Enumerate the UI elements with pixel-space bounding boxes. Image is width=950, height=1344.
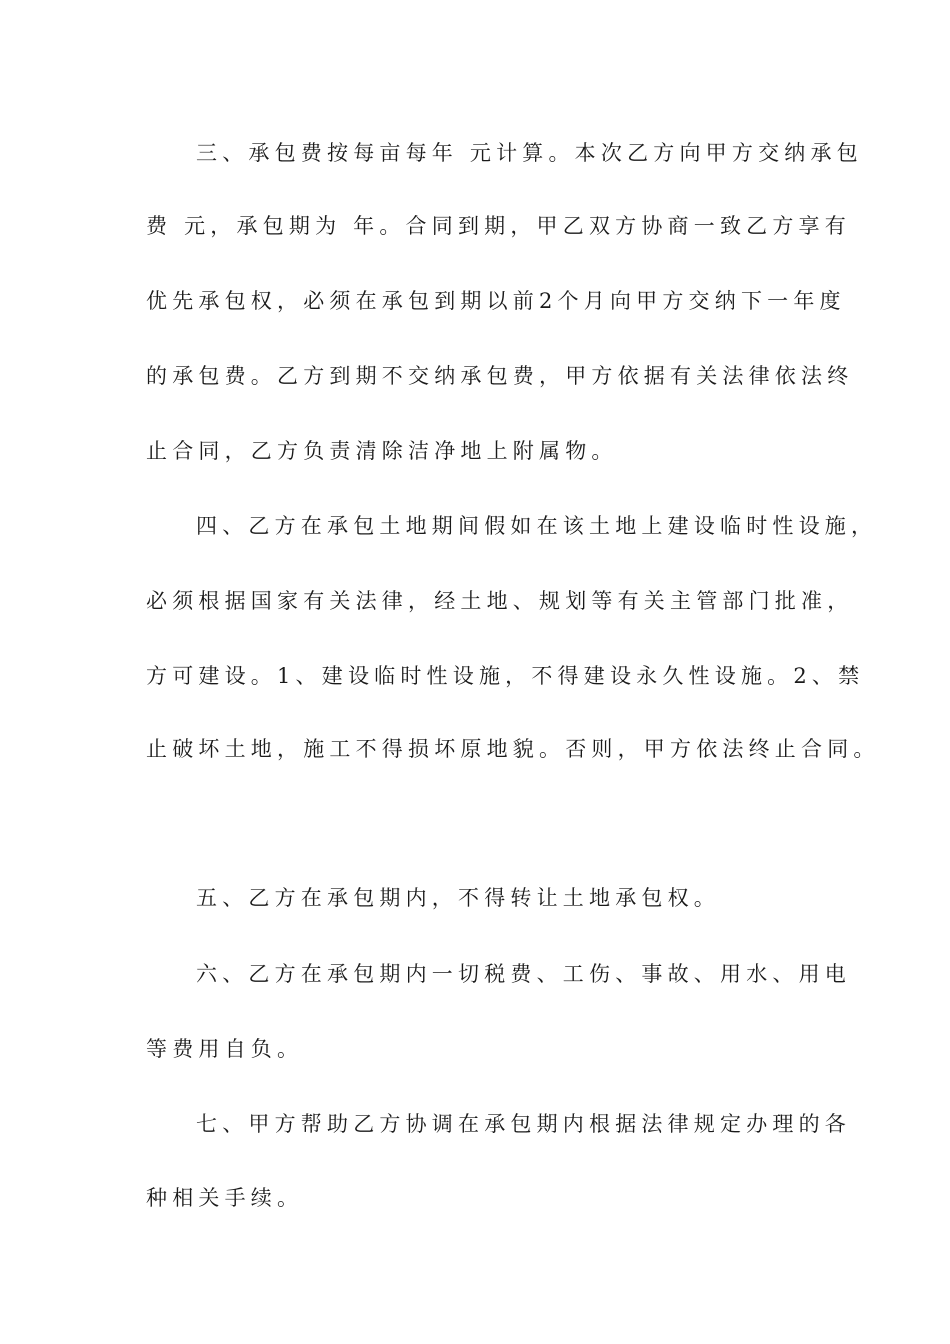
clause-4-line-4: 止破坏土地，施工不得损坏原地貌。否则，甲方依法终止合同。 [146, 737, 880, 761]
clause-3-line-4: 的承包费。乙方到期不交纳承包费，甲方依据有关法律依法终 [146, 364, 854, 388]
clause-4-line-3: 方可建设。1、建设临时性设施，不得建设永久性设施。2、禁 [146, 664, 865, 688]
clause-6-line-2: 等费用自负。 [146, 1037, 304, 1061]
clause-3-line-5: 止合同，乙方负责清除洁净地上附属物。 [146, 439, 618, 463]
clause-4-line-2: 必须根据国家有关法律，经土地、规划等有关主管部门批准， [146, 589, 854, 613]
clause-6-line-1: 六、乙方在承包期内一切税费、工伤、事故、用水、用电 [196, 962, 851, 986]
clause-4-line-1: 四、乙方在承包土地期间假如在该土地上建设临时性设施， [196, 514, 878, 538]
clause-7-line-1: 七、甲方帮助乙方协调在承包期内根据法律规定办理的各 [196, 1112, 851, 1136]
clause-3-line-1: 三、承包费按每亩每年 元计算。本次乙方向甲方交纳承包 [196, 141, 863, 165]
clause-3-line-3: 优先承包权，必须在承包到期以前2个月向甲方交纳下一年度 [146, 289, 846, 313]
clause-3-line-2: 费 元，承包期为 年。合同到期，甲乙双方协商一致乙方享有 [146, 214, 851, 238]
clause-5-line-1: 五、乙方在承包期内，不得转让土地承包权。 [196, 886, 720, 910]
clause-7-line-2: 种相关手续。 [146, 1186, 304, 1210]
